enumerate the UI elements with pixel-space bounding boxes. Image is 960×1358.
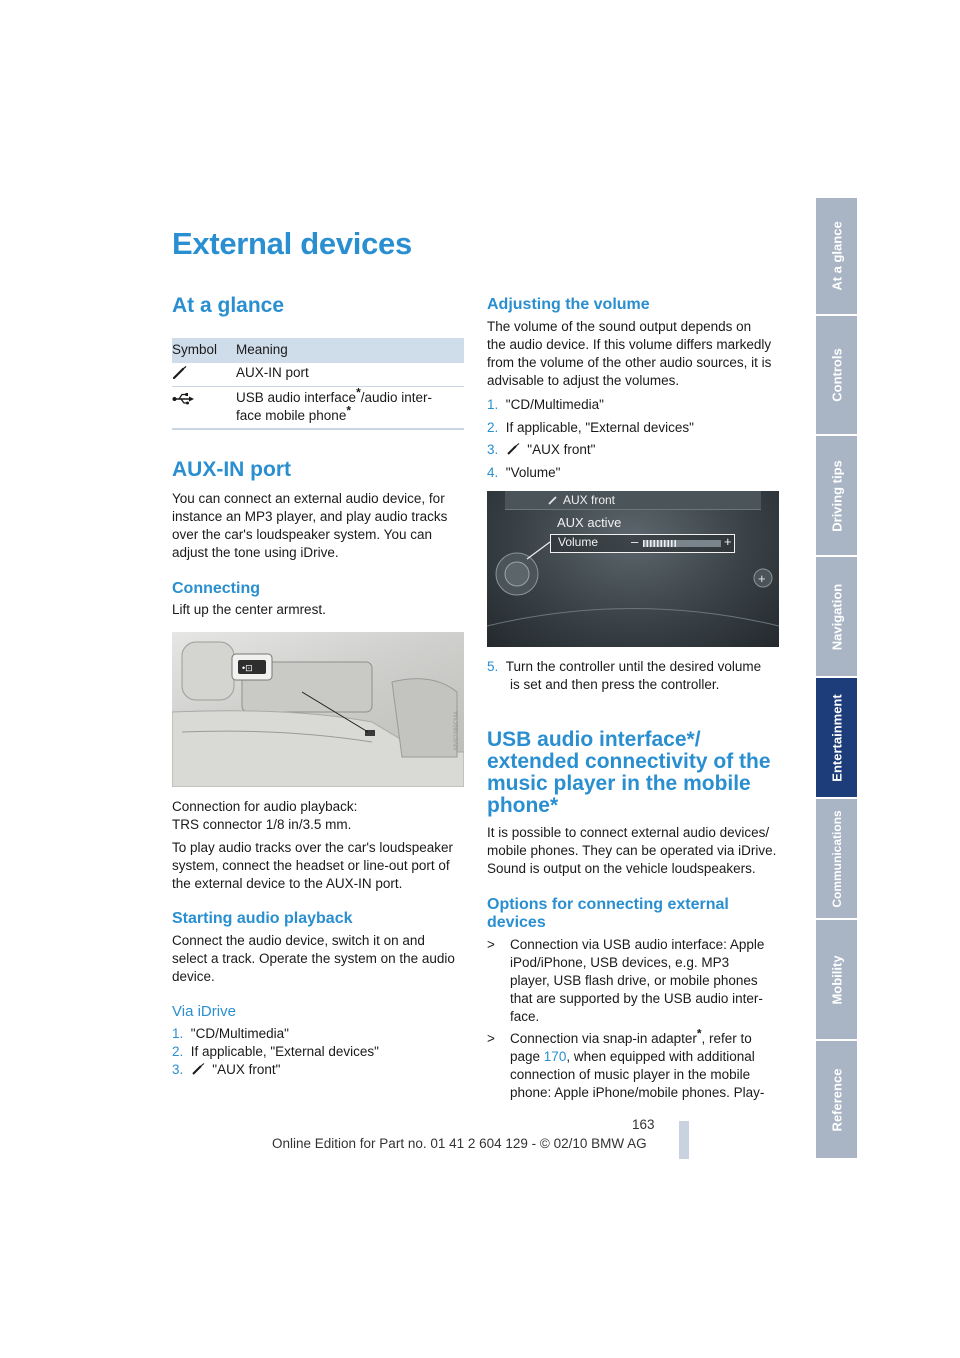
volume-text bbox=[487, 318, 771, 390]
step bbox=[487, 394, 779, 417]
heading-line: USB audio interface*/ bbox=[487, 728, 701, 751]
aux-plug-icon bbox=[506, 443, 520, 455]
text-line: To play audio tracks over the car's loudspeaker bbox=[172, 840, 453, 855]
tab-communications[interactable] bbox=[816, 799, 857, 918]
volume-plus: + bbox=[724, 534, 732, 549]
step-text: "Volume" bbox=[505, 464, 561, 480]
text-line: Connect the audio device, switch it on and bbox=[172, 933, 425, 948]
tab-label: Driving tips bbox=[829, 459, 844, 532]
caption bbox=[172, 798, 357, 834]
screen-status: AUX active bbox=[557, 515, 622, 530]
step-number: 2. bbox=[487, 419, 499, 435]
tab-label: At a glance bbox=[829, 221, 844, 291]
section-heading-usb bbox=[487, 729, 771, 817]
page-number: 163 bbox=[632, 1117, 655, 1132]
tab-label: Entertainment bbox=[829, 693, 844, 782]
usb-text bbox=[487, 824, 776, 878]
tab-label: Navigation bbox=[829, 583, 844, 650]
footer-edition: Online Edition for Part no. 01 41 2 604 129 - © 02/10 BMW AG bbox=[272, 1136, 647, 1151]
subheading-connecting: Connecting bbox=[172, 580, 260, 597]
controller-graphic bbox=[487, 491, 779, 647]
tab-reference[interactable] bbox=[816, 1041, 857, 1158]
step-number: 1. bbox=[172, 1026, 184, 1041]
svg-text:•⊡: •⊡ bbox=[242, 663, 253, 673]
heading-line: phone* bbox=[487, 794, 559, 817]
tab-label: Controls bbox=[829, 348, 844, 402]
text-line: instance an MP3 player, and play audio tracks bbox=[172, 509, 448, 524]
step-text: "CD/Multimedia" bbox=[190, 1026, 289, 1041]
section-heading-aux-in: AUX-IN port bbox=[172, 458, 291, 481]
image-code: MV07489CMA bbox=[454, 710, 460, 750]
step-text: Turn the controller until the desired volume bbox=[505, 659, 762, 674]
row-aux-in: AUX-IN port bbox=[236, 365, 309, 380]
text-line: select a track. Operate the system on the audio bbox=[172, 951, 455, 966]
option-star: * bbox=[696, 1026, 702, 1041]
idrive-screen bbox=[487, 491, 779, 647]
step bbox=[172, 1061, 462, 1079]
bullet: > bbox=[487, 937, 495, 952]
aux-plug-icon bbox=[172, 366, 188, 380]
text-line: mobile phones. They can be operated via iDrive. bbox=[487, 843, 777, 858]
aux-intro bbox=[172, 490, 447, 562]
text-line: iPod/iPhone, USB devices, e.g. MP3 bbox=[510, 955, 730, 970]
tab-label: Reference bbox=[829, 1068, 844, 1131]
step-text: If applicable, "External devices" bbox=[505, 419, 694, 435]
volume-label: Volume bbox=[558, 535, 599, 549]
text-line: from the volume of the other audio sources, it is bbox=[487, 355, 772, 370]
text-line: The volume of the sound output depends on bbox=[487, 319, 752, 334]
heading-line: extended connectivity of the bbox=[487, 750, 771, 773]
row-usb-text: face mobile phone bbox=[236, 408, 347, 423]
step-text: If applicable, "External devices" bbox=[190, 1044, 379, 1059]
text-line: Sound is output on the vehicle loudspeakers. bbox=[487, 861, 756, 876]
tab-entertainment[interactable] bbox=[816, 678, 857, 797]
row-usb bbox=[236, 385, 433, 425]
subheading-adjusting-volume: Adjusting the volume bbox=[487, 296, 650, 313]
list-item bbox=[487, 1026, 779, 1102]
svg-text:+: + bbox=[758, 571, 766, 586]
step-number: 5. bbox=[487, 659, 499, 674]
row-usb-text: /audio inter- bbox=[360, 390, 433, 405]
step bbox=[172, 1043, 462, 1061]
connecting-text: Lift up the center armrest. bbox=[172, 602, 326, 617]
text-line: device. bbox=[172, 969, 215, 984]
text-line: player, USB flash drive, or mobile phones bbox=[510, 973, 758, 988]
bullet: > bbox=[487, 1031, 495, 1046]
step bbox=[487, 462, 779, 485]
text-line: the external device to the AUX-IN port. bbox=[172, 876, 403, 891]
step-text: "CD/Multimedia" bbox=[505, 397, 604, 412]
armrest-photo bbox=[172, 632, 464, 787]
text-line: adjust the tone using iDrive. bbox=[172, 545, 339, 560]
page-link[interactable]: 170 bbox=[543, 1049, 567, 1064]
text-line: that are supported by the USB audio inter- bbox=[510, 991, 763, 1006]
step-number: 3. bbox=[172, 1062, 184, 1077]
tab-navigation[interactable] bbox=[816, 557, 857, 676]
text-line: phone: Apple iPhone/mobile phones. Play- bbox=[510, 1085, 765, 1100]
aux-plug-icon bbox=[191, 1063, 205, 1075]
step-text: is set and then press the controller. bbox=[510, 677, 720, 692]
section-heading-at-a-glance: At a glance bbox=[172, 294, 285, 317]
volume-steps bbox=[487, 394, 779, 484]
text-line: connection of music player in the mobile bbox=[510, 1067, 751, 1082]
step-number: 3. bbox=[487, 442, 499, 457]
text-line: You can connect an external audio device, for bbox=[172, 491, 445, 506]
text-line: Connection via snap-in adapter bbox=[510, 1031, 697, 1046]
option-star: * bbox=[356, 385, 361, 400]
options-list bbox=[487, 936, 779, 1102]
page-title: External devices bbox=[172, 226, 412, 261]
text-line: page bbox=[510, 1049, 544, 1064]
col-meaning: Meaning bbox=[236, 342, 288, 357]
volume-minus: – bbox=[631, 534, 639, 549]
armrest-illustration bbox=[172, 632, 464, 787]
text-line: TRS connector 1/8 in/3.5 mm. bbox=[172, 817, 352, 832]
option-star: * bbox=[346, 403, 351, 418]
subheading-options bbox=[487, 896, 729, 932]
text-line: over the car's loudspeaker system. You can bbox=[172, 527, 432, 542]
col-symbol: Symbol bbox=[172, 342, 218, 357]
page-marker bbox=[679, 1121, 689, 1159]
tab-at-a-glance[interactable] bbox=[816, 198, 857, 314]
tab-label: Communications bbox=[829, 809, 844, 908]
text-line: , when equipped with additional bbox=[566, 1049, 755, 1064]
tab-controls[interactable] bbox=[816, 316, 857, 434]
text-line: the audio device. If this volume differs markedly bbox=[487, 337, 772, 352]
step-number: 1. bbox=[487, 397, 499, 412]
subheading-via-idrive: Via iDrive bbox=[172, 1003, 236, 1020]
heading-line: devices bbox=[487, 914, 546, 931]
step-text: "AUX front" bbox=[212, 1062, 281, 1077]
text-line: Connection via USB audio interface: Apple bbox=[510, 937, 765, 952]
subheading-starting-playback: Starting audio playback bbox=[172, 910, 353, 927]
text-line: Connection for audio playback: bbox=[172, 799, 358, 814]
tab-label: Mobility bbox=[829, 954, 844, 1005]
usb-icon bbox=[172, 392, 194, 406]
aux-paragraph bbox=[172, 839, 453, 893]
heading-line: Options for connecting external bbox=[487, 896, 729, 913]
tab-driving-tips[interactable] bbox=[816, 436, 857, 555]
list-item bbox=[487, 936, 779, 1026]
step-number: 2. bbox=[172, 1044, 184, 1059]
step-text: "AUX front" bbox=[527, 442, 596, 457]
text-line: advisable to adjust the volumes. bbox=[487, 373, 680, 388]
row-usb-text: USB audio interface bbox=[236, 390, 357, 405]
start-text bbox=[172, 932, 455, 986]
table-bottom-rule bbox=[172, 428, 464, 430]
step-number: 4. bbox=[487, 464, 499, 480]
table-divider bbox=[172, 386, 464, 387]
text-line: It is possible to connect external audio devices/ bbox=[487, 825, 770, 840]
step-5 bbox=[487, 658, 761, 694]
tab-mobility[interactable] bbox=[816, 920, 857, 1039]
step bbox=[487, 417, 779, 440]
step bbox=[487, 439, 779, 462]
heading-line: music player in the mobile bbox=[487, 772, 751, 795]
screen-title: AUX front bbox=[563, 493, 616, 507]
text-line: face. bbox=[510, 1009, 540, 1024]
text-line: system, connect the headset or line-out port of bbox=[172, 858, 450, 873]
text-line: , refer to bbox=[701, 1031, 752, 1046]
via-idrive-steps bbox=[172, 1025, 462, 1079]
step bbox=[172, 1025, 462, 1043]
